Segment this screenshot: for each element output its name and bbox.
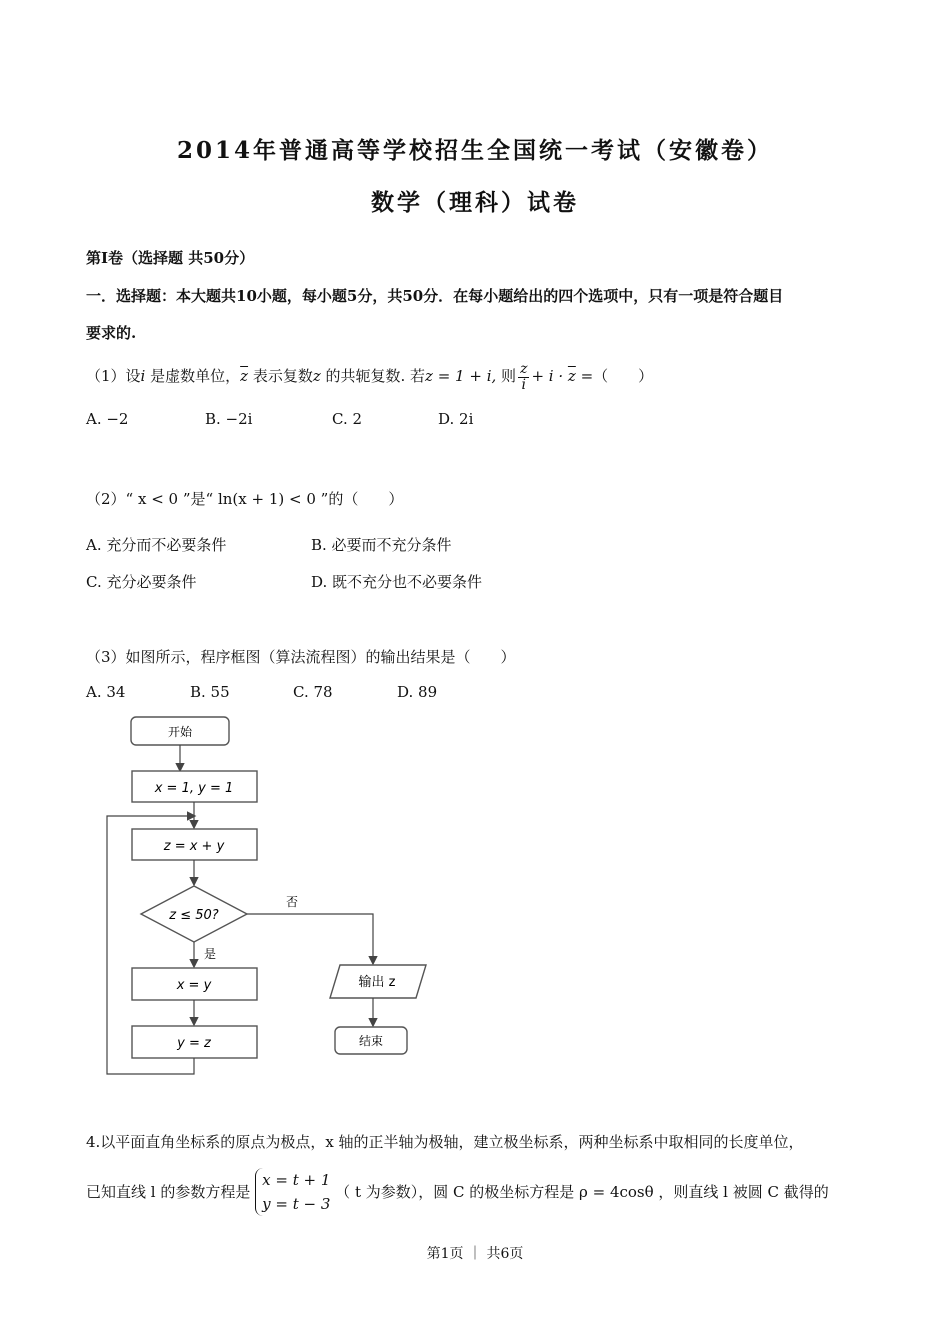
section-header: 第Ⅰ卷（选择题 共50分） xyxy=(86,249,255,267)
flow-yes-label: 是 xyxy=(203,947,217,961)
q1-option-a: A. −2 xyxy=(86,410,129,428)
fraction-z-over-i: $\frac{z}{i}$ xyxy=(520,360,528,393)
exam-subtitle: 数学（理科）试卷 xyxy=(371,189,579,216)
flow-output-label: 输出 z xyxy=(358,975,396,990)
q2-option-d: D. 既不充分也不必要条件 xyxy=(311,573,483,591)
page-footer: 第1页 ｜ 共6页 xyxy=(426,1246,524,1262)
flow-end-label: 结束 xyxy=(358,1034,384,1048)
q2-option-a: A. 充分而不必要条件 xyxy=(86,536,227,554)
flow-decision-label: z ≤ 50? xyxy=(169,908,219,923)
part-instructions-line2: 要求的. xyxy=(86,324,137,342)
flow-assign-z-label: z = x + y xyxy=(163,839,225,854)
question-4-line2: 已知直线 l 的参数方程是 x = t + 1 y = t − 3 （ t 为参数），圆 C 的极坐标方程是 ρ = 4cosθ ，则直线 l 被圆 C 截得的 xyxy=(86,1168,829,1216)
part-instructions-line1: 一．选择题：本大题共10小题，每小题5分，共50分．在每小题给出的四个选项中，只有一项是符合题目 xyxy=(86,287,784,305)
flow-no-label: 否 xyxy=(285,895,299,909)
exam-title: 2014年普通高等学校招生全国统一考试（安徽卷） xyxy=(176,137,773,164)
question-3-stem: （3）如图所示，程序框图（算法流程图）的输出结果是（ ） xyxy=(86,648,516,666)
flowchart xyxy=(90,710,450,1090)
parametric-system: x = t + 1 y = t − 3 xyxy=(255,1168,330,1216)
flow-arrow-no xyxy=(247,914,373,963)
flow-init-label: x = 1, y = 1 xyxy=(154,781,234,796)
flow-assign-x-label: x = y xyxy=(176,978,212,993)
q3-option-a: A. 34 xyxy=(86,683,126,701)
question-4-line1: 4.以平面直角坐标系的原点为极点，x 轴的正半轴为极轴，建立极坐标系，两种坐标系中取相同的长度单位， xyxy=(86,1133,804,1151)
q1-option-c: C. 2 xyxy=(332,410,363,428)
flow-start-label: 开始 xyxy=(167,725,193,739)
q1-option-b: B. −2i xyxy=(205,410,253,428)
q2-option-b: B. 必要而不充分条件 xyxy=(311,536,452,554)
q3-option-b: B. 55 xyxy=(190,683,230,701)
flow-assign-y-label: y = z xyxy=(177,1036,211,1051)
q3-option-c: C. 78 xyxy=(293,683,333,701)
q2-option-c: C. 充分必要条件 xyxy=(86,573,197,591)
q3-option-d: D. 89 xyxy=(397,683,438,701)
q1-option-d: D. 2i xyxy=(438,410,474,428)
question-1-stem: （1）设i 是虚数单位，$\overline{z}$ 表示复数z 的共轭复数. 若z = 1 + i, 则 $\frac{z}{i}$ + $i \cdot \overline{z}$ =（ ） xyxy=(86,360,654,393)
question-2-stem: （2）“ x < 0 ”是“ ln(x + 1) < 0 ”的（ ） xyxy=(86,490,404,508)
